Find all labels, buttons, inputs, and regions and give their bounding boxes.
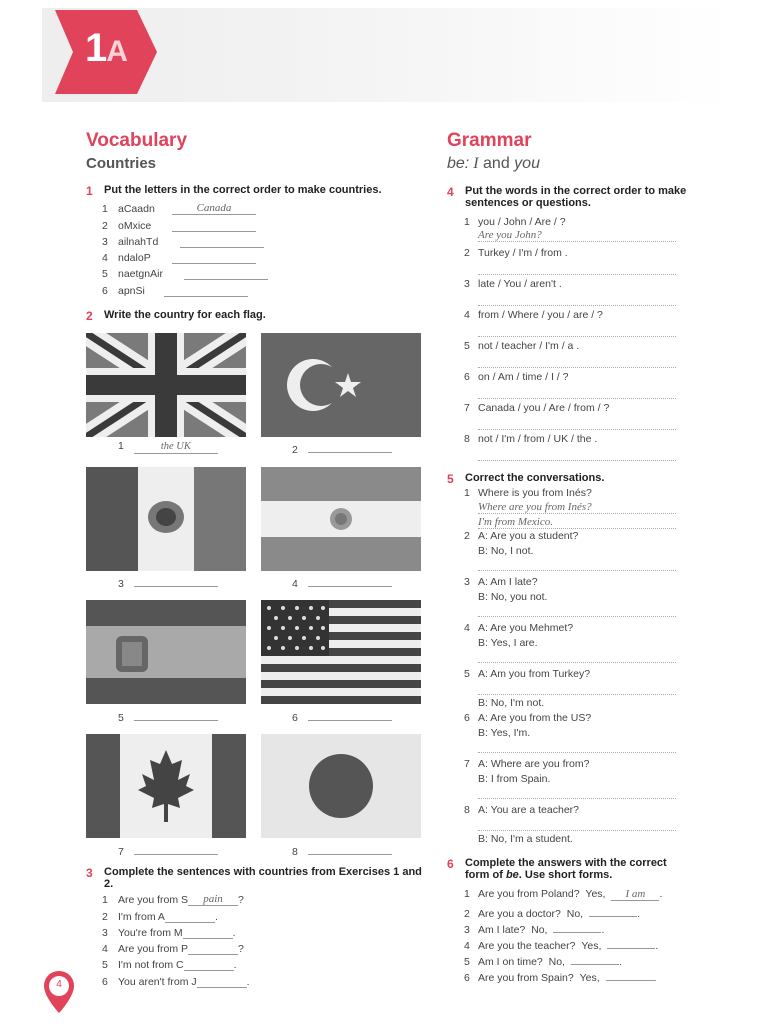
list-item: [464, 968, 657, 984]
item-number: 3: [464, 924, 470, 936]
sentence-start: I'm from A: [118, 910, 165, 923]
item-number: 4: [464, 622, 470, 634]
dialogue-line-a: A: Am you from Turkey?: [478, 668, 591, 680]
response-end: .: [637, 908, 640, 920]
caption-number: 5: [118, 712, 124, 724]
answer-blank[interactable]: [184, 267, 268, 280]
answer-line[interactable]: [478, 448, 676, 461]
item-number: 6: [102, 975, 108, 988]
instruction-part: form of: [465, 869, 506, 881]
answer-line[interactable]: [478, 324, 676, 337]
answer-blank[interactable]: [553, 920, 601, 933]
flag-caption: [118, 440, 218, 454]
instruction-line: Put the words in the correct order to make: [465, 185, 687, 197]
answer-blank[interactable]: [180, 235, 264, 248]
answer-line[interactable]: [478, 650, 676, 663]
question: Are you a doctor?: [478, 908, 561, 920]
list-item: [86, 955, 431, 971]
sentence-start: Are you from S: [118, 894, 189, 907]
word-prompt: Turkey / I'm / from .: [478, 247, 568, 259]
question: Am I late?: [478, 924, 526, 936]
list-item: [86, 248, 426, 264]
flag-caption: [292, 842, 392, 858]
exercise-2-instruction: [86, 309, 426, 323]
answer-line[interactable]: Where are you from Inés?: [478, 501, 676, 514]
subtitle-part: and: [478, 155, 510, 172]
item-number: 4: [464, 940, 470, 952]
sentence-start: Are you from P: [118, 943, 189, 956]
list-item: [86, 906, 431, 922]
instruction-text: Complete the sentences with countries from Exercises 1 and 2.: [104, 866, 422, 890]
answer-blank[interactable]: [165, 910, 215, 923]
answer-line[interactable]: [478, 786, 676, 799]
exercise-number: 2: [86, 308, 93, 323]
item-number: 1: [102, 203, 108, 216]
response-start: No,: [566, 908, 584, 920]
answer-blank[interactable]: [134, 574, 218, 587]
word-prompt: you / John / Are / ?: [478, 216, 566, 228]
response-end: .: [653, 972, 657, 984]
flag-caption: [118, 842, 218, 858]
instruction-line: Complete the answers with the correct: [465, 857, 667, 869]
answer-line[interactable]: [478, 818, 676, 831]
list-item: [86, 280, 426, 296]
exercise-number: 4: [447, 185, 454, 199]
question: Am I on time?: [478, 956, 543, 968]
list-item: [86, 199, 426, 215]
unit-badge: [55, 10, 157, 94]
word-prompt: Canada / you / Are / from / ?: [478, 402, 610, 414]
caption-number: 3: [118, 578, 124, 590]
flag-caption: [292, 708, 392, 724]
instruction-text: [465, 857, 667, 881]
item-number: 8: [464, 804, 470, 816]
answer-blank[interactable]: [183, 926, 233, 939]
answer-blank[interactable]: [172, 251, 256, 264]
item-number: 2: [102, 219, 108, 232]
sentence-end: ?: [238, 943, 244, 956]
instruction-part: . Use short forms.: [518, 869, 613, 881]
scrambled-word: oMxice: [118, 219, 152, 232]
list-item: [464, 668, 590, 680]
dialogue-line-b: B: I from Spain.: [478, 773, 551, 785]
item-number: 5: [464, 668, 470, 680]
sentence-start: You aren't from J: [118, 975, 197, 988]
dialogue-line-a: A: Are you from the US?: [478, 712, 592, 724]
map-pin-icon: [42, 969, 76, 1015]
exercise-4-instruction: [447, 185, 697, 209]
page-number: 4: [56, 979, 62, 990]
list-item: [464, 758, 589, 770]
list-item: [464, 340, 579, 352]
exercise-3-instruction: [86, 866, 431, 890]
item-number: 2: [464, 530, 470, 542]
response-start: No,: [531, 924, 548, 936]
exercise-3: [86, 866, 431, 988]
item-number: 5: [464, 340, 470, 352]
item-number: 4: [464, 309, 470, 321]
exercise-5-instruction: [447, 472, 604, 486]
flag-spain-image: [86, 600, 246, 704]
grammar-subtitle: [447, 155, 697, 173]
exercise-1-list: [86, 199, 426, 297]
instruction-text: Put the letters in the correct order to make countries.: [104, 184, 382, 196]
list-item: [464, 371, 568, 383]
question: Are you from Spain?: [478, 972, 574, 984]
answer-blank[interactable]: [308, 708, 392, 721]
list-item: [86, 232, 426, 248]
caption-number: 1: [118, 440, 124, 452]
subtitle-part: be:: [447, 155, 470, 172]
list-item: [86, 971, 431, 987]
item-number: 5: [464, 956, 470, 968]
flag-mexico-image: [86, 467, 246, 571]
instruction-text: Correct the conversations.: [465, 472, 605, 484]
list-item: [86, 215, 426, 231]
flag-usa-image: [261, 600, 421, 704]
caption-number: 8: [292, 846, 298, 858]
answer-line[interactable]: [478, 293, 676, 306]
list-item: [464, 804, 579, 816]
subtitle-part: I: [469, 155, 479, 172]
word-prompt: on / Am / time / I / ?: [478, 371, 569, 383]
response-end: .: [659, 888, 663, 900]
exercise-1-instruction: [86, 184, 426, 198]
item-number: 6: [464, 712, 470, 724]
answer-line[interactable]: [478, 386, 676, 399]
response-start: Yes,: [579, 972, 600, 984]
item-number: 5: [102, 959, 108, 972]
flag-caption: [292, 440, 392, 456]
response-start: Yes,: [581, 940, 602, 952]
scrambled-word: aCaadn: [118, 203, 155, 216]
answer-blank[interactable]: [607, 936, 655, 949]
answer-blank[interactable]: [308, 574, 392, 587]
item-number: 3: [464, 278, 470, 290]
instruction-line: sentences or questions.: [465, 197, 591, 209]
word-prompt: late / You / aren't .: [478, 278, 562, 290]
list-item: [464, 433, 597, 445]
unit-number: 1: [85, 26, 107, 70]
dialogue-line-b: B: Yes, I are.: [478, 637, 538, 649]
scrambled-word: naetgnAir: [118, 268, 163, 281]
grammar-section: [447, 130, 697, 209]
answer-blank[interactable]: [134, 842, 218, 855]
list-item: [464, 952, 622, 968]
answer-line[interactable]: [478, 682, 676, 695]
flag-argentina-image: [261, 467, 421, 571]
answer-line[interactable]: [478, 417, 676, 430]
answer-blank[interactable]: [308, 842, 392, 855]
item-number: 4: [102, 943, 108, 956]
exercise-number: 3: [86, 866, 93, 880]
caption-number: 6: [292, 712, 298, 724]
item-number: 6: [102, 284, 108, 297]
list-item: [86, 890, 431, 906]
answer-line[interactable]: [478, 355, 676, 368]
item-number: 1: [464, 487, 470, 499]
list-item: [464, 904, 640, 920]
instruction-text: [465, 185, 686, 209]
dialogue-line-b: B: No, I not.: [478, 545, 534, 557]
unit-letter: A: [106, 35, 127, 68]
answer-line[interactable]: [478, 262, 676, 275]
item-number: 7: [464, 402, 470, 414]
item-number: 3: [102, 926, 108, 939]
vocabulary-title: Vocabulary: [86, 130, 188, 151]
answer-blank[interactable]: the UK: [134, 441, 218, 454]
list-item: [464, 622, 573, 634]
answer-blank[interactable]: [164, 284, 248, 297]
answer-line[interactable]: Are you John?: [478, 229, 676, 242]
vocabulary-section: [86, 130, 426, 323]
list-item: [464, 920, 604, 936]
item-number: 8: [464, 433, 470, 445]
list-item: [464, 402, 609, 414]
subtitle-part: you: [509, 155, 540, 172]
dialogue-line-b: B: No, you not.: [478, 591, 548, 603]
flag-caption: [292, 574, 392, 590]
sentence-end: ?: [238, 894, 244, 907]
word-prompt: from / Where / you / are / ?: [478, 309, 603, 321]
list-item: [464, 530, 578, 542]
list-item: [464, 487, 592, 499]
list-item: [86, 264, 426, 280]
dialogue-line-a: A: Am I late?: [478, 576, 538, 588]
list-item: [464, 936, 658, 952]
response-start: No,: [548, 956, 565, 968]
answer-blank[interactable]: [589, 904, 637, 917]
exercise-number: 6: [447, 857, 454, 871]
caption-number: 2: [292, 444, 298, 456]
instruction-text: Write the country for each flag.: [104, 308, 266, 321]
vocabulary-subtitle: Countries: [86, 155, 157, 172]
exercise-6-instruction: [447, 857, 667, 881]
dialogue-line-b: B: Yes, I'm.: [478, 727, 531, 739]
page-number-pin: [42, 969, 76, 1015]
answer-line[interactable]: [478, 558, 676, 571]
exercise-number: 5: [447, 472, 454, 486]
answer-blank[interactable]: [184, 958, 234, 971]
answer-blank[interactable]: [308, 440, 392, 453]
sentence-end: .: [214, 910, 218, 923]
answer-blank[interactable]: [172, 219, 256, 232]
answer-blank[interactable]: [571, 952, 619, 965]
dialogue-line-a: A: You are a teacher?: [478, 804, 579, 816]
sentence-end: .: [233, 959, 237, 972]
dialogue-line-a: A: Where are you from?: [478, 758, 590, 770]
list-item: [464, 712, 591, 724]
word-prompt: not / I'm / from / UK / the .: [478, 433, 598, 445]
word-prompt: not / teacher / I'm / a .: [478, 340, 580, 352]
answer-blank[interactable]: I am: [611, 888, 659, 901]
list-item: [464, 309, 603, 321]
caption-number: 4: [292, 578, 298, 590]
list-item: [464, 888, 662, 901]
sentence-end: .: [246, 975, 250, 988]
incorrect-sentence: Where is you from Inés?: [478, 487, 592, 499]
question: Are you the teacher?: [478, 940, 576, 952]
item-number: 6: [464, 972, 470, 984]
answer-blank[interactable]: pain: [188, 893, 238, 906]
dialogue-line-b: B: No, I'm a student.: [478, 833, 573, 845]
item-number: 5: [102, 268, 108, 281]
list-item: [86, 923, 431, 939]
dialogue-line-b: B: No, I'm not.: [478, 697, 545, 709]
item-number: 4: [102, 252, 108, 265]
answer-blank[interactable]: [188, 942, 238, 955]
flag-caption: [118, 708, 218, 724]
sentence-start: You're from M: [118, 926, 183, 939]
exercise-number: 1: [86, 184, 93, 198]
flag-caption: [118, 574, 218, 590]
dialogue-line-a: A: Are you Mehmet?: [478, 622, 574, 634]
item-number: 3: [464, 576, 470, 588]
instruction-part: be: [505, 869, 519, 881]
item-number: 2: [102, 910, 108, 923]
item-number: 1: [464, 888, 470, 900]
grammar-title: Grammar: [447, 130, 532, 151]
list-item: [86, 939, 431, 955]
response-end: .: [601, 924, 605, 936]
answer-line[interactable]: I'm from Mexico.: [478, 516, 676, 529]
response-end: .: [655, 940, 659, 952]
response-start: Yes,: [585, 888, 606, 900]
flag-japan-image: [261, 734, 421, 838]
list-item: [464, 216, 566, 228]
answer-line[interactable]: [478, 604, 676, 617]
item-number: 2: [464, 247, 470, 259]
answer-blank[interactable]: Canada: [172, 202, 256, 215]
item-number: 2: [464, 908, 470, 920]
scrambled-word: ndaloP: [118, 252, 151, 265]
list-item: [464, 576, 538, 588]
flag-uk-image: [86, 333, 246, 437]
flag-turkey-image: [261, 333, 421, 437]
dialogue-line-a: A: Are you a student?: [478, 530, 579, 542]
item-number: 3: [102, 235, 108, 248]
scrambled-word: ailnahTd: [118, 235, 159, 248]
scrambled-word: apnSi: [118, 284, 145, 297]
sentence-end: .: [232, 926, 236, 939]
list-item: [464, 278, 562, 290]
flag-canada-image: [86, 734, 246, 838]
answer-line[interactable]: [478, 740, 676, 753]
question: Are you from Poland?: [478, 888, 580, 900]
item-number: 7: [464, 758, 470, 770]
sentence-start: I'm not from C: [118, 959, 184, 972]
list-item: [464, 247, 568, 259]
caption-number: 7: [118, 846, 124, 858]
answer-blank[interactable]: [606, 968, 654, 981]
answer-blank[interactable]: [134, 708, 218, 721]
item-number: 1: [464, 216, 470, 228]
response-end: .: [618, 956, 622, 968]
item-number: 6: [464, 371, 470, 383]
item-number: 1: [102, 894, 108, 907]
answer-blank[interactable]: [197, 975, 247, 988]
